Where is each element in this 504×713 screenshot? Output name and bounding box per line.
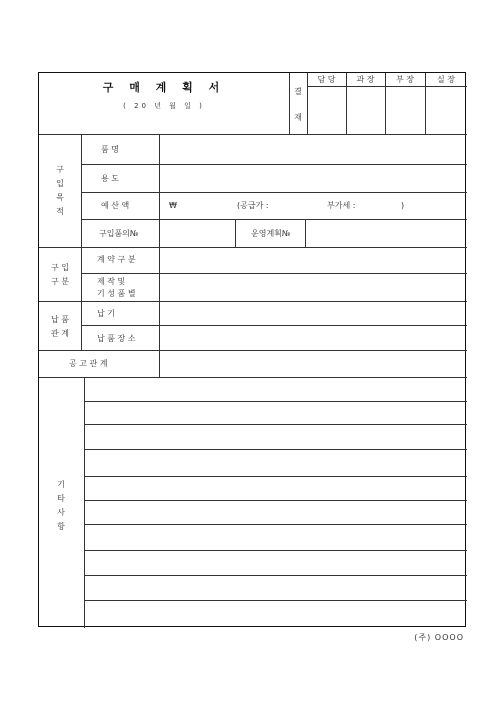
approval-sign-cell[interactable]: [347, 87, 384, 133]
contract-type-field[interactable]: [160, 248, 466, 272]
budget-field[interactable]: [179, 193, 466, 218]
budget-vat-label: 부가세 :: [327, 201, 356, 210]
operation-plan-label: 운영계획№: [251, 229, 291, 238]
budget-supply-label: (공급가 :: [237, 201, 269, 210]
remarks-label: 기 타 사 항: [57, 480, 65, 531]
form-title: 구 매 계 획 서: [102, 81, 226, 94]
approval-sign-cell[interactable]: [386, 87, 424, 133]
approval-label-1: 결: [294, 87, 302, 96]
purchase-request-label: 구입품의№: [99, 229, 139, 238]
notice-label: 공 고 관 계: [69, 359, 108, 368]
usage-label: 용 도: [101, 174, 119, 183]
delivery-section-label: 납 품 관 계: [51, 315, 69, 338]
manufacture-label-2: 기 성 품 별: [97, 289, 136, 298]
budget-label: 예 산 액: [101, 201, 130, 210]
remarks-field[interactable]: [85, 378, 466, 627]
budget-currency: ₩: [169, 201, 177, 210]
purchase-type-label: 구 입 구 분: [51, 263, 69, 286]
delivery-deadline-label: 납 기: [97, 309, 115, 318]
usage-field[interactable]: [160, 165, 466, 191]
notice-field[interactable]: [160, 351, 466, 376]
approval-col-director: 실 장: [437, 75, 455, 84]
budget-close: ): [401, 201, 405, 210]
approval-col-manager: 담 당: [317, 75, 336, 84]
contract-type-label: 계 약 구 분: [97, 255, 136, 264]
approval-col-section-chief: 과 장: [356, 75, 375, 84]
approval-col-dept-head: 부 장: [396, 75, 414, 84]
delivery-place-field[interactable]: [160, 326, 466, 349]
date-line: ( 20 년 월 일 ): [123, 102, 205, 110]
delivery-place-label: 납 품 장 소: [97, 334, 136, 343]
purchase-request-field[interactable]: [160, 220, 234, 246]
company-footer: (주) OOOO: [414, 633, 464, 642]
product-name-field[interactable]: [160, 135, 466, 163]
approval-label-2: 재: [294, 113, 302, 122]
approval-sign-cell[interactable]: [308, 87, 345, 133]
purchase-plan-form: [38, 72, 466, 627]
delivery-deadline-field[interactable]: [160, 302, 466, 324]
manufacture-label-1: 제 작 및: [97, 277, 126, 286]
product-name-label: 품 명: [101, 145, 119, 154]
operation-plan-field[interactable]: [306, 220, 466, 246]
purchase-purpose-label: 구 입 목 적: [56, 165, 64, 216]
manufacture-type-field[interactable]: [160, 274, 466, 300]
approval-sign-cell[interactable]: [426, 87, 466, 133]
